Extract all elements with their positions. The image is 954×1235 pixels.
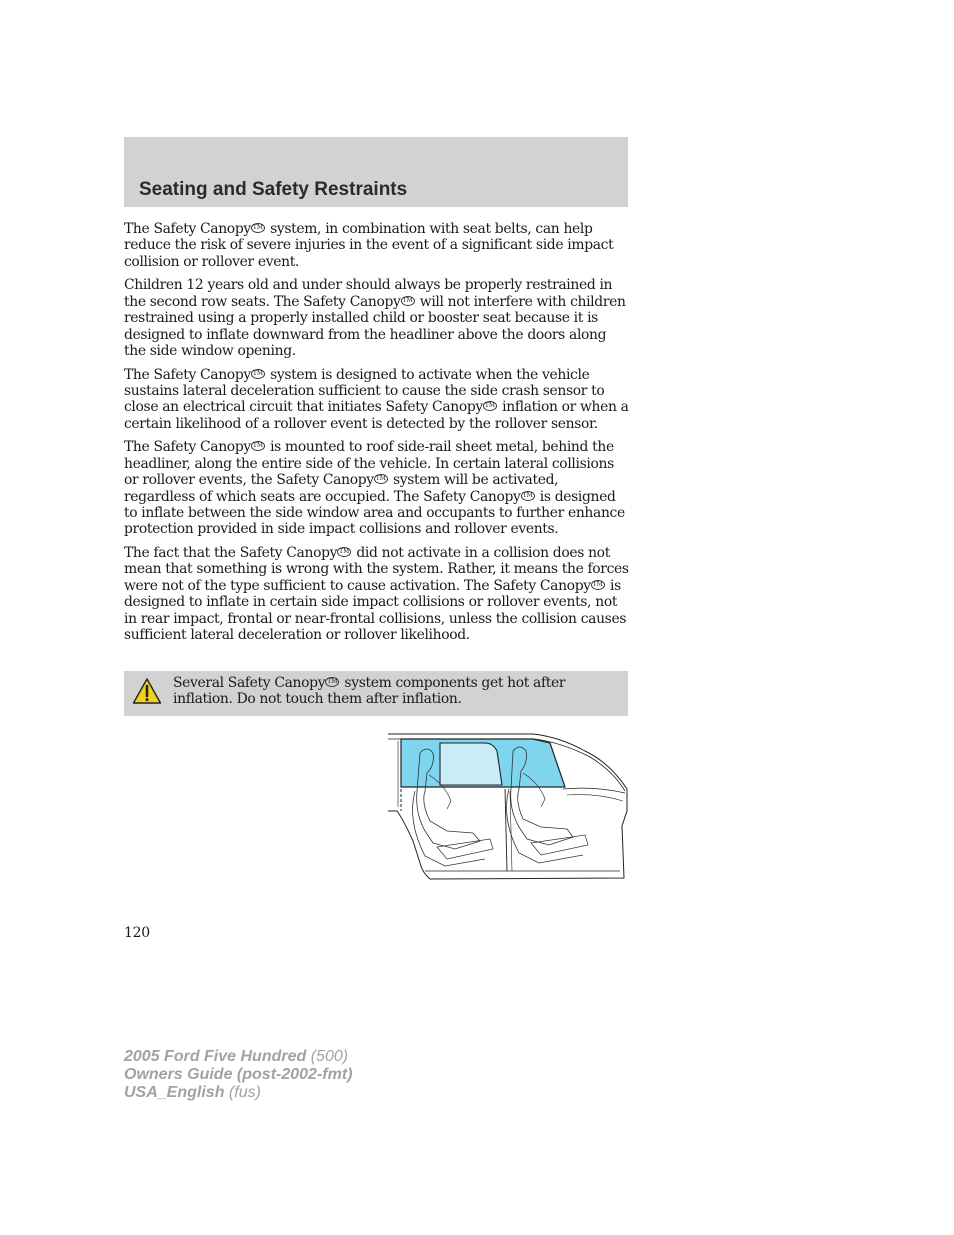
- trademark-mark: TM: [592, 580, 603, 588]
- trademark-mark: TM: [484, 402, 496, 410]
- trademark-mark: TM: [339, 548, 350, 556]
- section-title: Seating and Safety Restraints: [139, 179, 408, 200]
- window-glass-shape: [440, 743, 502, 785]
- footer-line-2: Owners Guide (post-2002-fmt): [124, 1066, 353, 1083]
- paragraph-2: Children 12 years old and under should always be properly restrained in the second row seats. The Safety Canopy TM will not interfere with children restrained using a properly installed child or booster seat because it is designed to inflate downward from the headliner above the doors along the side window opening.: [124, 277, 626, 360]
- trademark-mark: TM: [522, 491, 533, 499]
- trademark-mark: TM: [375, 475, 386, 483]
- warning-text: Several Safety Canopy TM system components get hot after inflation. Do not touch them after inflation.: [173, 675, 566, 708]
- trademark-mark: TM: [327, 678, 338, 685]
- paragraph-3: The Safety Canopy TM system is designed to activate when the vehicle sustains lateral deceleration sufficient to cause the side crash sensor to close an electrical circuit that initiates Safety Canopy TM inflation or when a certain likelihood of a rollover event is detected by the rollover sensor.: [124, 366, 629, 432]
- body-text: [124, 221, 630, 651]
- document-footer: [124, 1048, 352, 1102]
- paragraph-4: The Safety Canopy TM is mounted to roof side-rail sheet metal, behind the headliner, along the entire side of the vehicle. In certain lateral collisions or rollover events, the Safety Canopy TM system will be activated, regardless of which seats are occupied. The Safety Canopy TM is designed to inflate between the side window area and occupants to further enhance protection provided in side impact collisions and rollover events.: [124, 439, 625, 538]
- footer-line-3: USA_English (fus): [124, 1084, 261, 1101]
- trademark-mark: TM: [252, 442, 264, 450]
- page-number: 120: [124, 925, 150, 941]
- footer-line-1: 2005 Ford Five Hundred (500): [124, 1048, 349, 1065]
- warning-triangle-icon: [132, 677, 162, 705]
- paragraph-1: The Safety Canopy TM system, in combination with seat belts, can help reduce the risk of severe injuries in the event of a significant side impact collision or rollover event.: [124, 221, 614, 270]
- trademark-mark: TM: [252, 224, 264, 231]
- trademark-mark: TM: [402, 296, 413, 304]
- safety-canopy-illustration: [385, 731, 630, 882]
- trademark-mark: TM: [252, 369, 264, 377]
- paragraph-5: The fact that the Safety Canopy TM did not activate in a collision does not mean that something is wrong with the system. Rather, it means the forces were not of the type sufficient to cause activation. The Safety Canopy TM is designed to inflate in certain side impact collisions or rollover events, not in rear impact, frontal or near-frontal collisions, unless the collision causes sufficient lateral deceleration or rollover likelihood.: [124, 545, 629, 644]
- section-header-band: [124, 137, 628, 207]
- warning-box: [124, 671, 628, 716]
